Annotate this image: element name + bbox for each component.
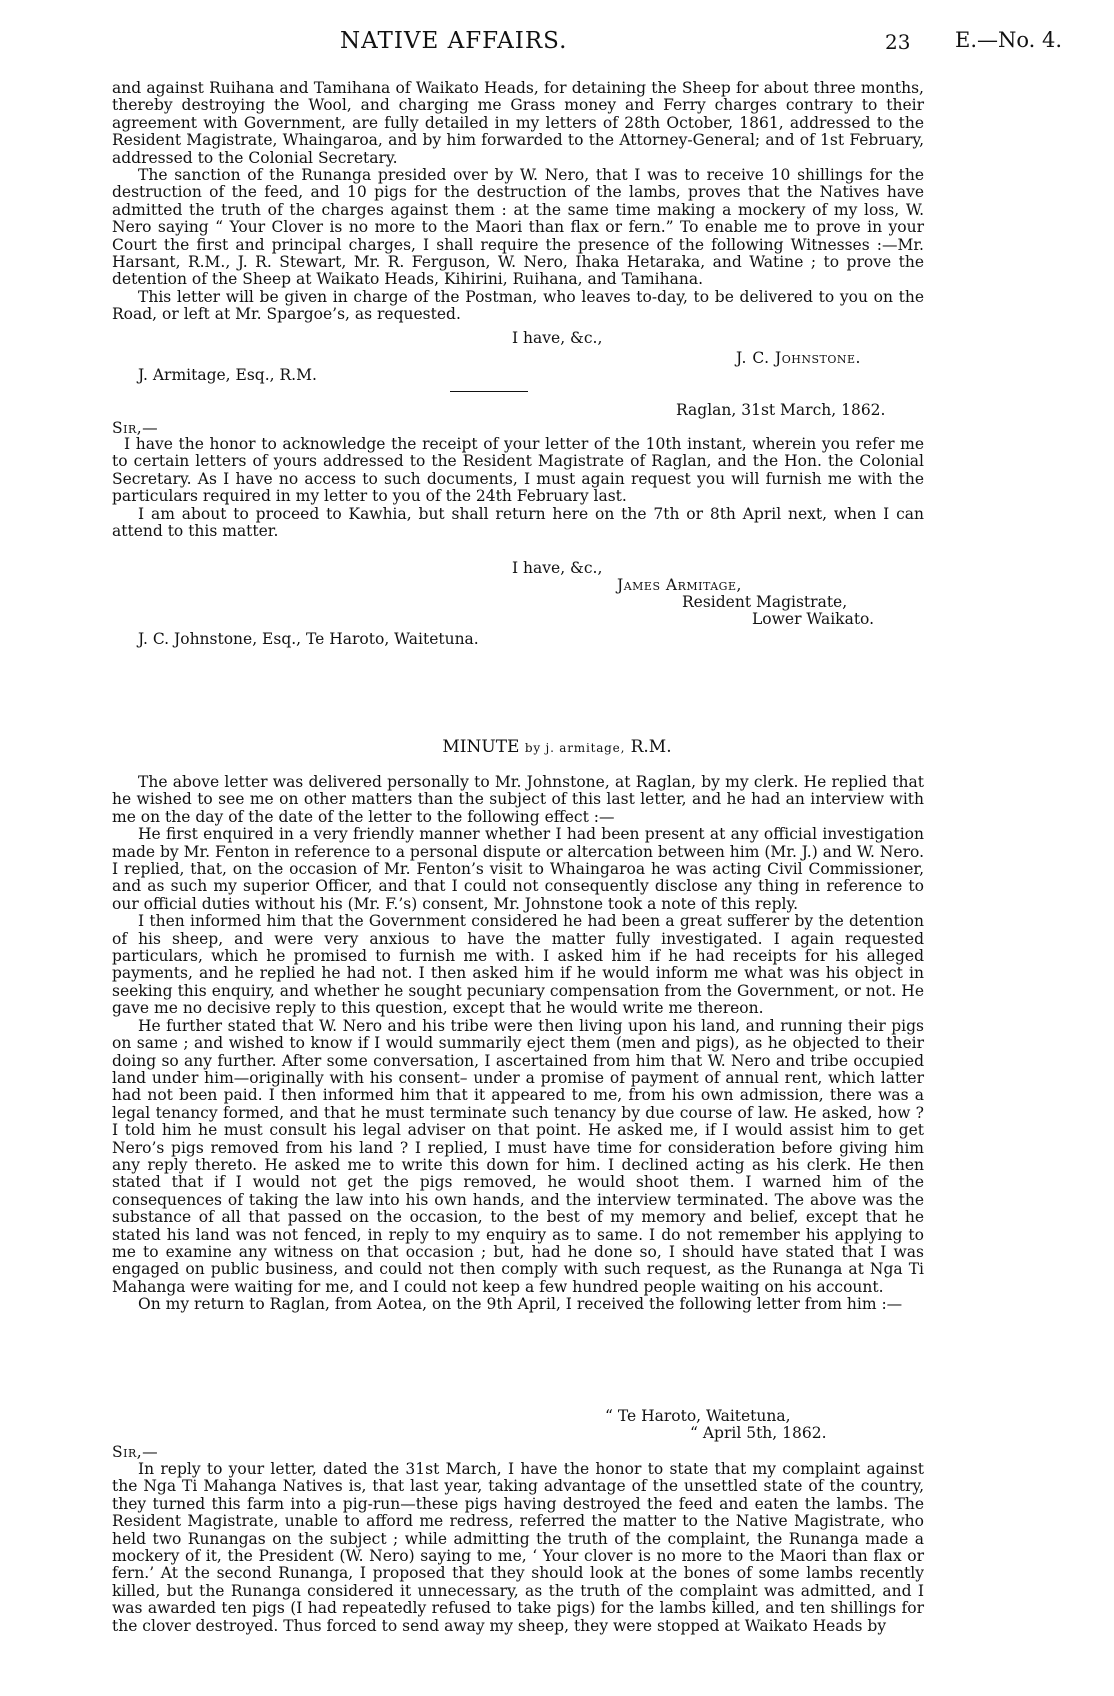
paragraph: The above letter was delivered personally to Mr. Johnstone, at Raglan, by my clerk. He replied that he wished to see me on other matters than the subject of this last letter, and he had an interview with me on the day of the date of the letter to the following effect :—: [112, 773, 924, 826]
paragraph: I am about to proceed to Kawhia, but shall return here on the 7th or 8th April next, when I can attend to this matter.: [112, 504, 924, 541]
addressee: J. C. Johnstone, Esq., Te Haroto, Waitetuna.: [138, 630, 479, 648]
minute-heading-by: by j. armitage,: [524, 741, 626, 755]
letter-body: [112, 436, 924, 540]
minute-body: [112, 774, 924, 1314]
minute-heading: [0, 737, 1114, 757]
signature: J. C. Johnstone.: [736, 349, 861, 367]
section-divider: [450, 391, 528, 392]
letter-place: “ Te Haroto, Waitetuna,: [605, 1407, 791, 1425]
closing: I have, &c.,: [512, 329, 603, 347]
signature-title: Resident Magistrate,: [682, 593, 848, 611]
minute-heading-rm: R.M.: [630, 737, 672, 757]
paragraph: He first enquired in a very friendly manner whether I had been present at any official investigation made by Mr. Fenton in reference to a personal dispute or altercation between him (Mr. J.) and W. Nero. I replied, that, on the occasion of Mr. Fenton’s visit to Whaingaroa he was acting Civil Commissioner, and as such my superior Officer, and that I could not consequently disclose any thing in reference to our official duties without his (Mr. F.’s) consent, Mr. Johnstone took a note of this reply.: [112, 825, 924, 913]
letter-continuation: [112, 80, 924, 324]
page-number: 23: [885, 30, 911, 54]
page-title: NATIVE AFFAIRS.: [340, 28, 568, 54]
page-header: [0, 28, 1114, 58]
salutation: Sir,—: [112, 419, 159, 437]
paragraph: In reply to your letter, dated the 31st March, I have the honor to state that my complaint against the Nga Ti Mahanga Natives is, that last year, taking advantage of the unsettled state of the country, they turned this farm into a pig-run—these pigs having destroyed the feed and eaten the lambs. The Resident Magistrate, unable to afford me redress, referred the matter to the Native Magistrate, who held two Runangas on the subject ; while admitting the truth of the complaint, the Runanga made a mockery of it, the President (W. Nero) saying to me, ‘ Your clover is no more to the Maori than flax or fern.’ At the second Runanga, I proposed that they should look at the bones of some lambs recently killed, but the Runanga considered it unnecessary, as the truth of the complaint was admitted, and I was awarded ten pigs (I had repeatedly refused to take pigs) for the lambs killed, and ten shillings for the clover destroyed. Thus forced to send away my sheep, they were stopped at Waikato Heads by: [112, 1460, 924, 1635]
document-reference: E.—No. 4.: [955, 28, 1063, 52]
paragraph: I then informed him that the Government considered he had been a great sufferer by the detention of his sheep, and were very anxious to have the matter fully investigated. I again requested particulars, which he promised to furnish me with. I asked him if he had receipts for his alleged payments, and he replied he had not. I then asked him if he would inform me what was his object in seeking this enquiry, and whether he sought pecuniary compensation from the Government, or not. He gave me no decisive reply to this question, except that he would write me thereon.: [112, 912, 924, 1018]
signature-name: James Armitage,: [617, 576, 742, 594]
signature-place: Lower Waikato.: [752, 610, 875, 628]
paragraph: On my return to Raglan, from Aotea, on the 9th April, I received the following letter from him :—: [138, 1295, 903, 1314]
paragraph: The sanction of the Runanga presided over by W. Nero, that I was to receive 10 shillings for the destruction of the feed, and 10 pigs for the destruction of the lambs, proves that the Natives have admitted the truth of the charges against them : at the same time making a mockery of my loss, W. Nero saying “ Your Clover is no more to the Maori than flax or fern.” To enable me to prove in your Court the first and principal charges, I shall require the presence of the following Witnesses :—Mr. Harsant, R.M., J. R. Stewart, Mr. R. Ferguson, W. Nero, Ihaka Hetaraka, and Watine ; to prove the detention of the Sheep at Waikato Heads, Kihirini, Ruihana, and Tamihana.: [112, 166, 924, 289]
paragraph: I have the honor to acknowledge the receipt of your letter of the 10th instant, wherein you refer me to certain letters of yours addressed to the Resident Magistrate of Raglan, and the Hon. the Colonial Secretary. As I have no access to such documents, I must again request you will furnish me with the particulars required in my letter to you of the 24th February last.: [112, 435, 924, 506]
letter-body: [112, 1461, 924, 1635]
paragraph: and against Ruihana and Tamihana of Waikato Heads, for detaining the Sheep for about three months, thereby destroying the Wool, and charging me Grass money and Ferry charges contrary to their agreement with Government, are fully detailed in my letters of 28th October, 1861, addressed to the Resident Magistrate, Whaingaroa, and by him forwarded to the Attorney-General; and of 1st February, addressed to the Colonial Secretary.: [112, 79, 924, 167]
place-date: Raglan, 31st March, 1862.: [676, 401, 886, 419]
salutation: Sir,—: [112, 1443, 159, 1461]
addressee: J. Armitage, Esq., R.M.: [138, 366, 317, 384]
closing: I have, &c.,: [512, 559, 603, 577]
letter-date: “ April 5th, 1862.: [690, 1424, 827, 1442]
minute-heading-main: MINUTE: [442, 737, 520, 757]
paragraph: This letter will be given in charge of the Postman, who leaves to-day, to be delivered to you on the Road, or left at Mr. Spargoe’s, as requested.: [112, 287, 924, 324]
paragraph: He further stated that W. Nero and his tribe were then living upon his land, and running their pigs on same ; and wished to know if I would summarily eject them (men and pigs), as he objected to their doing so any further. After some conversation, I ascertained from him that W. Nero and tribe occupied land under him—originally with his consent– under a promise of payment of annual rent, which latter had not been paid. I then informed him that it appeared to me, from his own admission, there was a legal tenancy formed, and that he must terminate such tenancy by due course of law. He asked, how ? I told him he must consult his legal adviser on that point. He asked me, if I would assist him to get Nero’s pigs removed from his land ? I replied, I must have time for consideration before giving him any reply thereto. He asked me to write this down for him. I declined acting as his clerk. He then stated that if I would not get the pigs removed, he would shoot them. I warned him of the consequences of taking the law into his own hands, and the interview terminated. The above was the substance of all that passed on the occasion, to the best of my memory and belief, except that he stated his land was not fenced, in reply to my enquiry as to same. I do not remember his applying to me to examine any witness on that occasion ; but, had he done so, I should have stated that I was engaged on public business, and could not then comply with such request, as the Runanga at Nga Ti Mahanga were waiting for me, and I could not keep a few hundred people waiting on his account.: [112, 1016, 924, 1296]
